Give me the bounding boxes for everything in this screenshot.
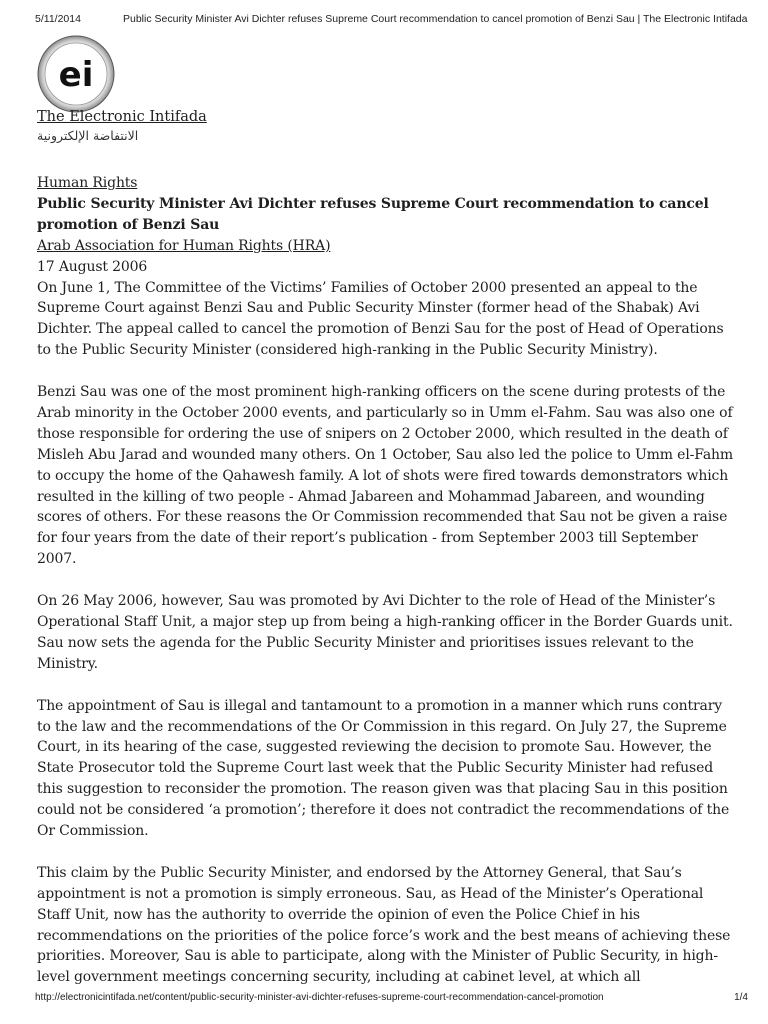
site-title-link[interactable]: The Electronic Intifada <box>37 109 207 125</box>
print-date: 5/11/2014 <box>35 13 81 25</box>
print-footer <box>35 992 748 1006</box>
article-paragraph: This claim by the Public Security Minister, and endorsed by the Attorney General, that Sau’s appointment is not a promotion is simply erroneous. Sau, as Head of the Minister’s Operational Staff Unit, now has the authority to override the opinion of even the Police Chief in his recommendations on the priorities of the police force’s work and the best means of achieving these priorities. Moreover, Sau is able to participate, along with the Minister of Public Security, in high-level government meetings concerning security, including at cabinet level, at which all <box>37 864 731 986</box>
print-page-title: Public Security Minister Avi Dichter refuses Supreme Court recommendation to cancel promotion of Benzi Sau | The Electronic Intifada <box>123 13 748 25</box>
article-paragraph: Benzi Sau was one of the most prominent high-ranking officers on the scene during protests of the Arab minority in the October 2000 events, and particularly so in Umm el-Fahm. Sau was also one of those responsible for ordering the use of snipers on 2 October 2000, which resulted in the death of Misleh Abu Jarad and wounded many others. On 1 October, Sau also led the police to Umm el-Fahm to occupy the home of the Qahawesh family. A lot of shots were fired towards demonstrators which resulted in the killing of two people - Ahmad Jabareen and Mohammad Jabareen, and wounding scores of others. For these reasons the Or Commission recommended that Sau not be given a raise for four years from the date of their report’s publication - from September 2003 till September 2007. <box>37 384 734 568</box>
print-header <box>35 13 748 27</box>
article-headline: Public Security Minister Avi Dichter refuses Supreme Court recommendation to cancel promotion of Benzi Sau <box>37 195 709 233</box>
article-date: 17 August 2006 <box>37 258 148 275</box>
site-title-arabic: الانتفاضة الإلكترونية <box>37 128 139 143</box>
article-paragraph: On June 1, The Committee of the Victims’ Families of October 2000 presented an appeal to the Supreme Court against Benzi Sau and Public Security Minster (former head of the Shabak) Avi Dichter. The appeal called to cancel the promotion of Benzi Sau for the post of Head of Operations to the Public Security Minister (considered high-ranking in the Public Security Ministry). <box>37 279 724 359</box>
author-link[interactable]: Arab Association for Human Rights (HRA) <box>37 237 331 254</box>
ei-logo[interactable] <box>36 34 116 114</box>
article <box>37 173 737 1009</box>
article-paragraph: The appointment of Sau is illegal and tantamount to a promotion in a manner which runs contrary to the law and the recommendations of the Or Commission in this regard. On July 27, the Supreme Court, in its hearing of the case, suggested reviewing the decision to promote Sau. However, the State Prosecutor told the Supreme Court last week that the Public Security Minister had refused this suggestion to reconsider the promotion. The reason given was that placing Sau in this position could not be considered ‘a promotion’; therefore it does not contradict the recommendations of the Or Commission. <box>37 697 730 840</box>
page-url: http://electronicintifada.net/content/public-security-minister-avi-dichter-refuses-supreme-court-recommendation-cancel-promotion <box>35 992 604 1003</box>
logo-text: ei <box>58 55 94 95</box>
page-number: 1/4 <box>734 992 748 1003</box>
category-link[interactable]: Human Rights <box>37 175 138 191</box>
article-paragraph: On 26 May 2006, however, Sau was promoted by Avi Dichter to the role of Head of the Minister’s Operational Staff Unit, a major step up from being a high-ranking officer in the Border Guards unit. Sau now sets the agenda for the Public Security Minister and prioritises issues relevant to the Ministry. <box>37 593 733 672</box>
